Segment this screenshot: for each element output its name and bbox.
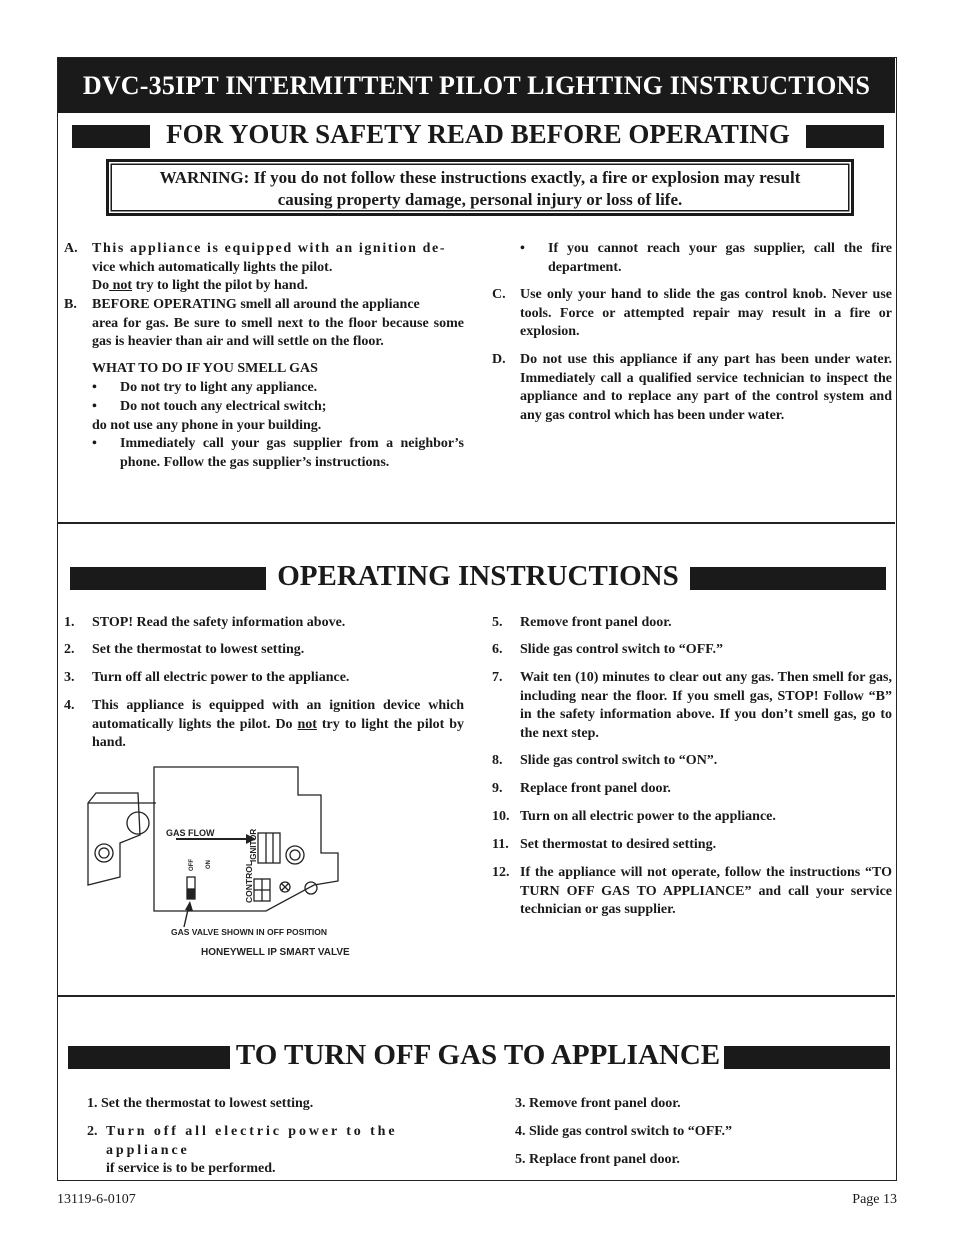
on-label: ON [206,860,212,869]
turnoff-step-2: Turn off all electric power to the appliance if service is to be performed. [106,1124,398,1177]
smell-item-1: Do not try to light any appliance. [120,380,318,395]
gas-flow-label: GAS FLOW [166,828,215,838]
item-d-text: Do not use this appliance if any part has been under water. Immediately call a qualified service technician to inspect the appliance and to replace any part of the control system and any gas control which has been under water. [520,352,892,423]
doc-number: 13119-6-0107 [57,1192,136,1207]
banner-bar-right [690,567,886,590]
smell-bullet-2: • [92,399,97,414]
op-step-6-num: 6. [492,642,503,657]
operating-heading: OPERATING INSTRUCTIONS [277,560,679,592]
op-step-8-num: 8. [492,753,503,768]
control-label: CONTROL [244,860,254,903]
item-b-text: area for gas. Be sure to smell next to the floor because some gas is heavier than air and will settle on the floor. [92,315,464,350]
item-d-label: D. [492,352,506,367]
op-step-7-num: 7. [492,670,503,685]
warning-line-1: WARNING: If you do not follow these instructions exactly, a fire or explosion may result [159,168,801,187]
turnoff-step-1: 1. Set the thermostat to lowest setting. [87,1096,314,1111]
left-port [127,812,149,834]
diagram-caption-position: GAS VALVE SHOWN IN OFF POSITION [171,927,327,937]
op-step-2: Set the thermostat to lowest setting. [92,642,305,657]
section-divider-1 [58,522,895,524]
op-step-3: Turn off all electric power to the appliance. [92,670,350,685]
op-step-5: Remove front panel door. [520,615,672,630]
ignitor-terminals [258,833,280,863]
op-step-6: Slide gas control switch to “OFF.” [520,642,724,657]
op-step-12: If the appliance will not operate, follow the instructions “TO TURN OFF GAS TO APPLIANCE” and call your service technician or gas supplier. [520,865,892,918]
item-b-lead: BEFORE OPERATING smell all around the appliance [92,297,420,312]
op-step-11-num: 11. [492,837,509,852]
operating-banner [58,556,898,596]
page-number: Page 13 [852,1192,897,1207]
gas-valve-diagram [86,761,386,961]
banner-bar-left [70,567,266,590]
op-step-10-num: 10. [492,809,510,824]
smell-bullet-4: • [520,241,525,256]
right-port [305,882,317,894]
ignitor-label: IGNITOR [249,828,258,862]
banner-bar-left [72,125,150,148]
turnoff-heading: TO TURN OFF GAS TO APPLIANCE [235,1039,721,1071]
item-c-text: Use only your hand to slide the gas control knob. Never use tools. Force or attempted repair may result in a fire or explosion. [520,287,892,340]
banner-bar-right [806,125,884,148]
op-step-7: Wait ten (10) minutes to clear out any gas. Then smell for gas, including near the floor. If you smell gas, STOP! Follow “B” in the safety information above. If you don’t smell gas, go to the next step. [520,670,892,741]
turnoff-step-2-num: 2. [87,1124,98,1139]
op-step-4: This appliance is equipped with an ignition device which automatically lights the pilot. Do not try to light the pilot by hand. [92,698,464,751]
turnoff-step-5: 5. Replace front panel door. [515,1152,680,1167]
diagram-caption-model: HONEYWELL IP SMART VALVE [201,947,350,958]
section-divider-2 [58,995,895,997]
warning-line-2: causing property damage, personal injury or loss of life. [277,190,683,209]
op-step-1: STOP! Read the safety information above. [92,615,346,630]
banner-bar-left [68,1046,230,1069]
op-step-4-num: 4. [64,698,75,713]
op-step-5-num: 5. [492,615,503,630]
op-step-9: Replace front panel door. [520,781,671,796]
turnoff-banner [58,1035,898,1075]
op-step-9-num: 9. [492,781,503,796]
item-c-label: C. [492,287,506,302]
op-step-12-num: 12. [492,865,510,880]
op-step-2-num: 2. [64,642,75,657]
op-step-3-num: 3. [64,670,75,685]
smell-item-2: Do not touch any electrical switch; [120,399,327,414]
item-a-text: This appliance is equipped with an ignition de- vice which automatically lights the pilot. Do not try to light the pilot by hand. [92,241,447,294]
op-step-1-num: 1. [64,615,75,630]
smell-item-2b: do not use any phone in your building. [92,417,322,433]
op-step-11: Set thermostat to desired setting. [520,837,717,852]
op-step-8: Slide gas control switch to “ON”. [520,753,718,768]
left-mount-screw [95,844,113,862]
valve-body-left [88,793,140,885]
turnoff-step-4: 4. Slide gas control switch to “OFF.” [515,1124,733,1139]
smell-heading: WHAT TO DO IF YOU SMELL GAS [92,361,318,376]
warning-box [106,159,854,216]
smell-bullet-1: • [92,380,97,395]
page-frame [57,57,897,1181]
off-label: OFF [189,859,195,871]
safety-banner [58,116,898,152]
smell-item-3: Immediately call your gas supplier from a neighbor’s phone. Follow the gas supplier’s instructions. [120,436,464,470]
right-mount-screw [286,846,304,864]
smell-bullet-3: • [92,436,97,451]
banner-bar-right [724,1046,890,1069]
item-a-label: A. [64,241,78,256]
turnoff-step-3: 3. Remove front panel door. [515,1096,681,1111]
safety-heading: FOR YOUR SAFETY READ BEFORE OPERATING [166,119,790,149]
smell-item-4: If you cannot reach your gas supplier, call the fire department. [548,241,892,275]
item-b-label: B. [64,297,77,312]
op-step-10: Turn on all electric power to the appliance. [520,809,776,824]
page-title: DVC-35IPT INTERMITTENT PILOT LIGHTING INSTRUCTIONS [58,58,895,113]
